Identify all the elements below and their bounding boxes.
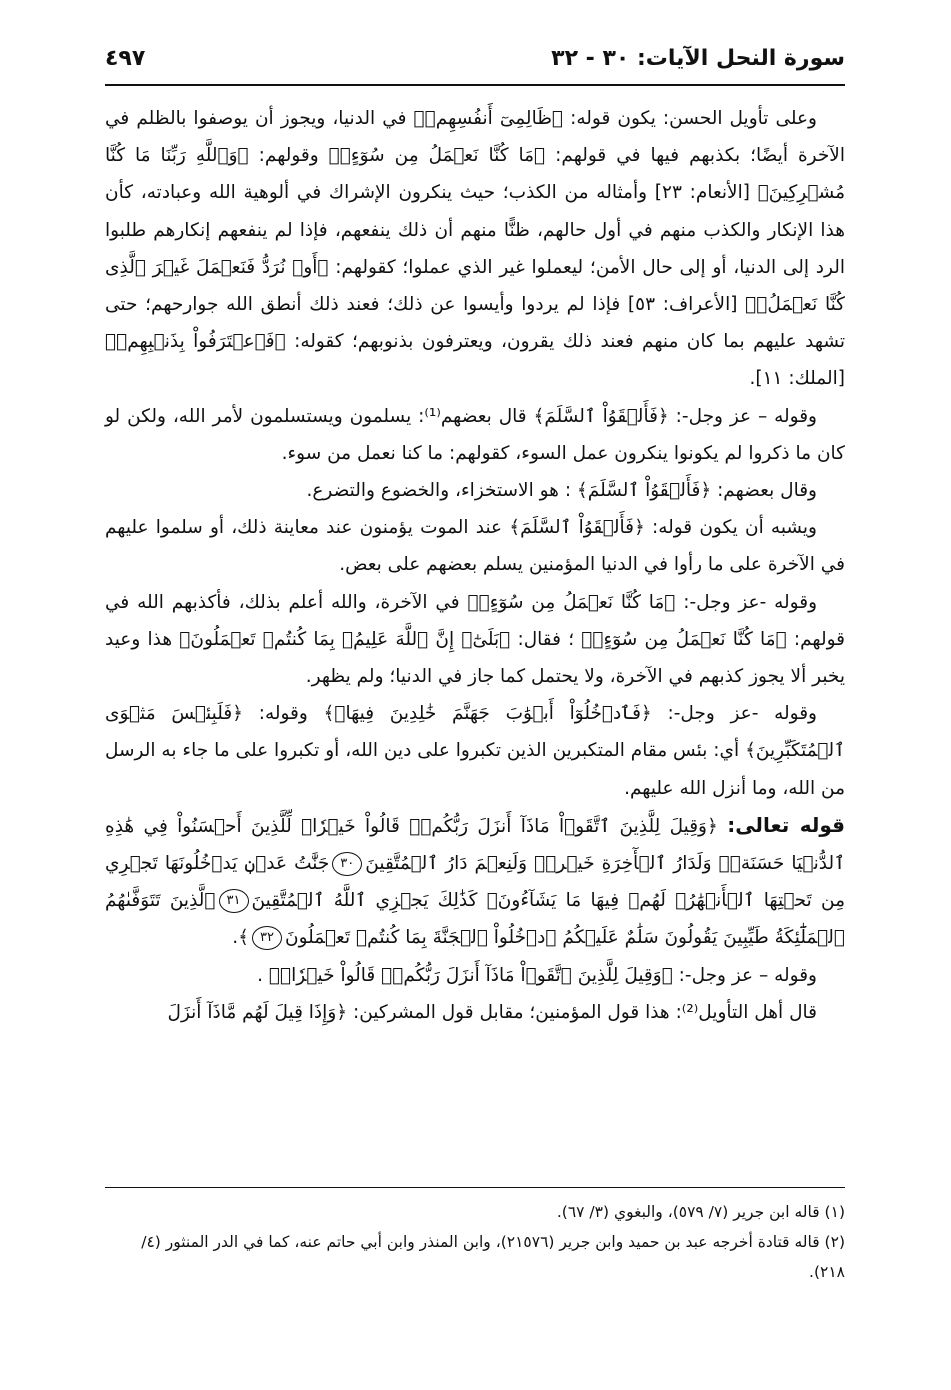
page-number: ٤٩٧ (105, 45, 146, 71)
footnote-2: (٢) قاله قتادة أخرجه عبد بن حميد وابن جرير (٢١٥٧٦)، وابن المنذر وابن أبي حاتم عنه، كما في الدر المنثور (٤/ ٢١٨). (141, 1233, 845, 1281)
paragraph: وعلى تأويل الحسن: يكون قوله: ﴿ظَالِمِىٓ أَنفُسِهِمۡ﴾ في الدنيا، ويجوز أن يوصفوا بالظلم في الآخرة أيضًا؛ بكذبهم فيها في قولهم: ﴿مَا كُنَّا نَعۡمَلُ مِن سُوٓءٍۢ﴾ وقولهم: ﴿وَٱللَّهِ رَبِّنَا مَا كُنَّا مُشۡرِكِينَ﴾ [الأنعام: ٢٣] وأمثاله من الكذب؛ حيث ينكرون الإشراك في ألوهية الله وعبادته، كأن هذا الإنكار والكذب منهم في أول حالهم، ظنًّا منهم أن ذلك ينفعهم، فإذا لم ينفعهم إنكارهم طلبوا الرد إلى الدنيا، أو إلى حال الأمن؛ ليعملوا غير الذي عملوا؛ كقولهم: ﴿أَوۡ نُرَدُّ فَنَعۡمَلَ غَيۡرَ ٱلَّذِى كُنَّا نَعۡمَلُۚ﴾ [الأعراف: ٥٣] فإذا لم يردوا وأيسوا عن ذلك؛ فعند ذلك أنطق الله جوارحهم؛ حتى تشهد عليهم بما كان منهم فعند ذلك يقرون، ويعترفون بذنوبهم؛ كقوله: ﴿فَٱعۡتَرَفُواْ بِذَنۢبِهِمۡ﴾ [الملك: ١١]. (105, 108, 845, 390)
paragraph: وقوله -عز وجل-: ﴿مَا كُنَّا نَعۡمَلُ مِن سُوٓءٍۢ﴾ في الآخرة، والله أعلم بذلك، فأكذبهم الله في قولهم: ﴿مَا كُنَّا نَعۡمَلُ مِن سُوٓءٍۢ﴾ ؛ فقال: ﴿بَلَىٰٓۚ إِنَّ ٱللَّهَ عَلِيمُۢ بِمَا كُنتُمۡ تَعۡمَلُونَ﴾ هذا وعيد يخبر ألا يجوز كذبهم في الآخرة، ولا يحتمل كما جاز في الدنيا؛ ولم يظهر. (105, 591, 845, 688)
footnote-rule (105, 1187, 845, 1188)
quran-verse-block (105, 807, 845, 957)
paragraph: وقوله – عز وجل-: ﴿فَأَلۡقَوُاْ ٱلسَّلَمَ﴾ قال بعضهم⁽¹⁾: يسلمون ويستسلمون لأمر الله، ولكن لو كان ما ذكروا لم يكونوا ينكرون عمل السوء، كقولهم: ما كنا نعمل من سوء. (105, 405, 845, 464)
header-rule (105, 84, 845, 86)
ayah-number-marker: ٣١ (219, 889, 249, 913)
paragraph: قال أهل التأويل⁽²⁾: هذا قول المؤمنين؛ مقابل قول المشركين: ﴿وَإِذَا قِيلَ لَهُم مَّاذَآ أَنزَلَ (167, 1001, 817, 1023)
paragraph: ويشبه أن يكون قوله: ﴿فَأَلۡقَوُاْ ٱلسَّلَمَ﴾ عند الموت يؤمنون عند معاينة ذلك، أو سلموا عليهم في الآخرة على ما رأوا في الدنيا المؤمنين يسلم بعضهم على بعض. (105, 517, 845, 576)
verse-text: ٱلَّذِينَ تَتَوَفَّىٰهُمُ ٱلۡمَلَٰٓئِكَةُ طَيِّبِينَ يَقُولُونَ سَلَٰمٌ عَلَيۡكُمُ ٱدۡخُلُواْ ٱلۡجَنَّةَ بِمَا كُنتُمۡ تَعۡمَلُونَ (105, 890, 845, 949)
ayah-number-marker: ٣٠ (332, 852, 362, 876)
verse-lead: قوله تعالى: (727, 812, 845, 837)
footnotes (105, 1197, 845, 1287)
verse-end: ﴾. (232, 927, 249, 949)
page-header (105, 38, 845, 78)
paragraph: وقوله – عز وجل-: ﴿وَقِيلَ لِلَّذِينَ ٱتَّقَوۡاْ مَاذَآ أَنزَلَ رَبُّكُمۡۚ قَالُواْ خَيۡرٗاۗ﴾ . (257, 964, 817, 986)
ayah-number-marker: ٣٢ (252, 926, 282, 950)
verse-text: ﴿وَقِيلَ لِلَّذِينَ ٱتَّقَوۡاْ مَاذَآ أَنزَلَ رَبُّكُمۡۚ قَالُواْ خَيۡرٗاۗ لِّلَّذِينَ أَحۡسَنُواْ فِي هَٰذِهِ ٱلدُّنۡيَا حَسَنَةٞۚ وَلَدَارُ ٱلۡأٓخِرَةِ خَيۡرٞۚ وَلَنِعۡمَ دَارُ ٱلۡمُتَّقِينَ (105, 815, 845, 875)
main-text (105, 100, 845, 1031)
running-title: سورة النحل الآيات: ٣٠ - ٣٢ (551, 45, 845, 71)
footnote-1: (١) قاله ابن جرير (٧/ ٥٧٩)، والبغوي (٣/ ٦٧). (556, 1203, 845, 1221)
paragraph: وقوله -عز وجل-: ﴿فَٱدۡخُلُوٓاْ أَبۡوَٰبَ جَهَنَّمَ خَٰلِدِينَ فِيهَاۖ﴾ وقوله: ﴿فَلَبِئۡسَ مَثۡوَى ٱلۡمُتَكَبِّرِينَ﴾ أي: بئس مقام المتكبرين الذين تكبروا على دين الله، أو تكبروا على ما جاء به الرسل من الله، وما أنزل الله عليهم. (105, 703, 845, 799)
verse-text: جَنَّٰتُ عَدۡنٖ يَدۡخُلُونَهَا تَجۡرِي مِن تَحۡتِهَا ٱلۡأَنۡهَٰرُۖ لَهُمۡ فِيهَا مَا يَشَآءُونَۚ كَذَٰلِكَ يَجۡزِي ٱللَّهُ ٱلۡمُتَّقِينَ (105, 853, 845, 912)
paragraph: وقال بعضهم: ﴿فَأَلۡقَوُاْ ٱلسَّلَمَ﴾ : هو الاستخزاء، والخضوع والتضرع. (306, 480, 817, 502)
